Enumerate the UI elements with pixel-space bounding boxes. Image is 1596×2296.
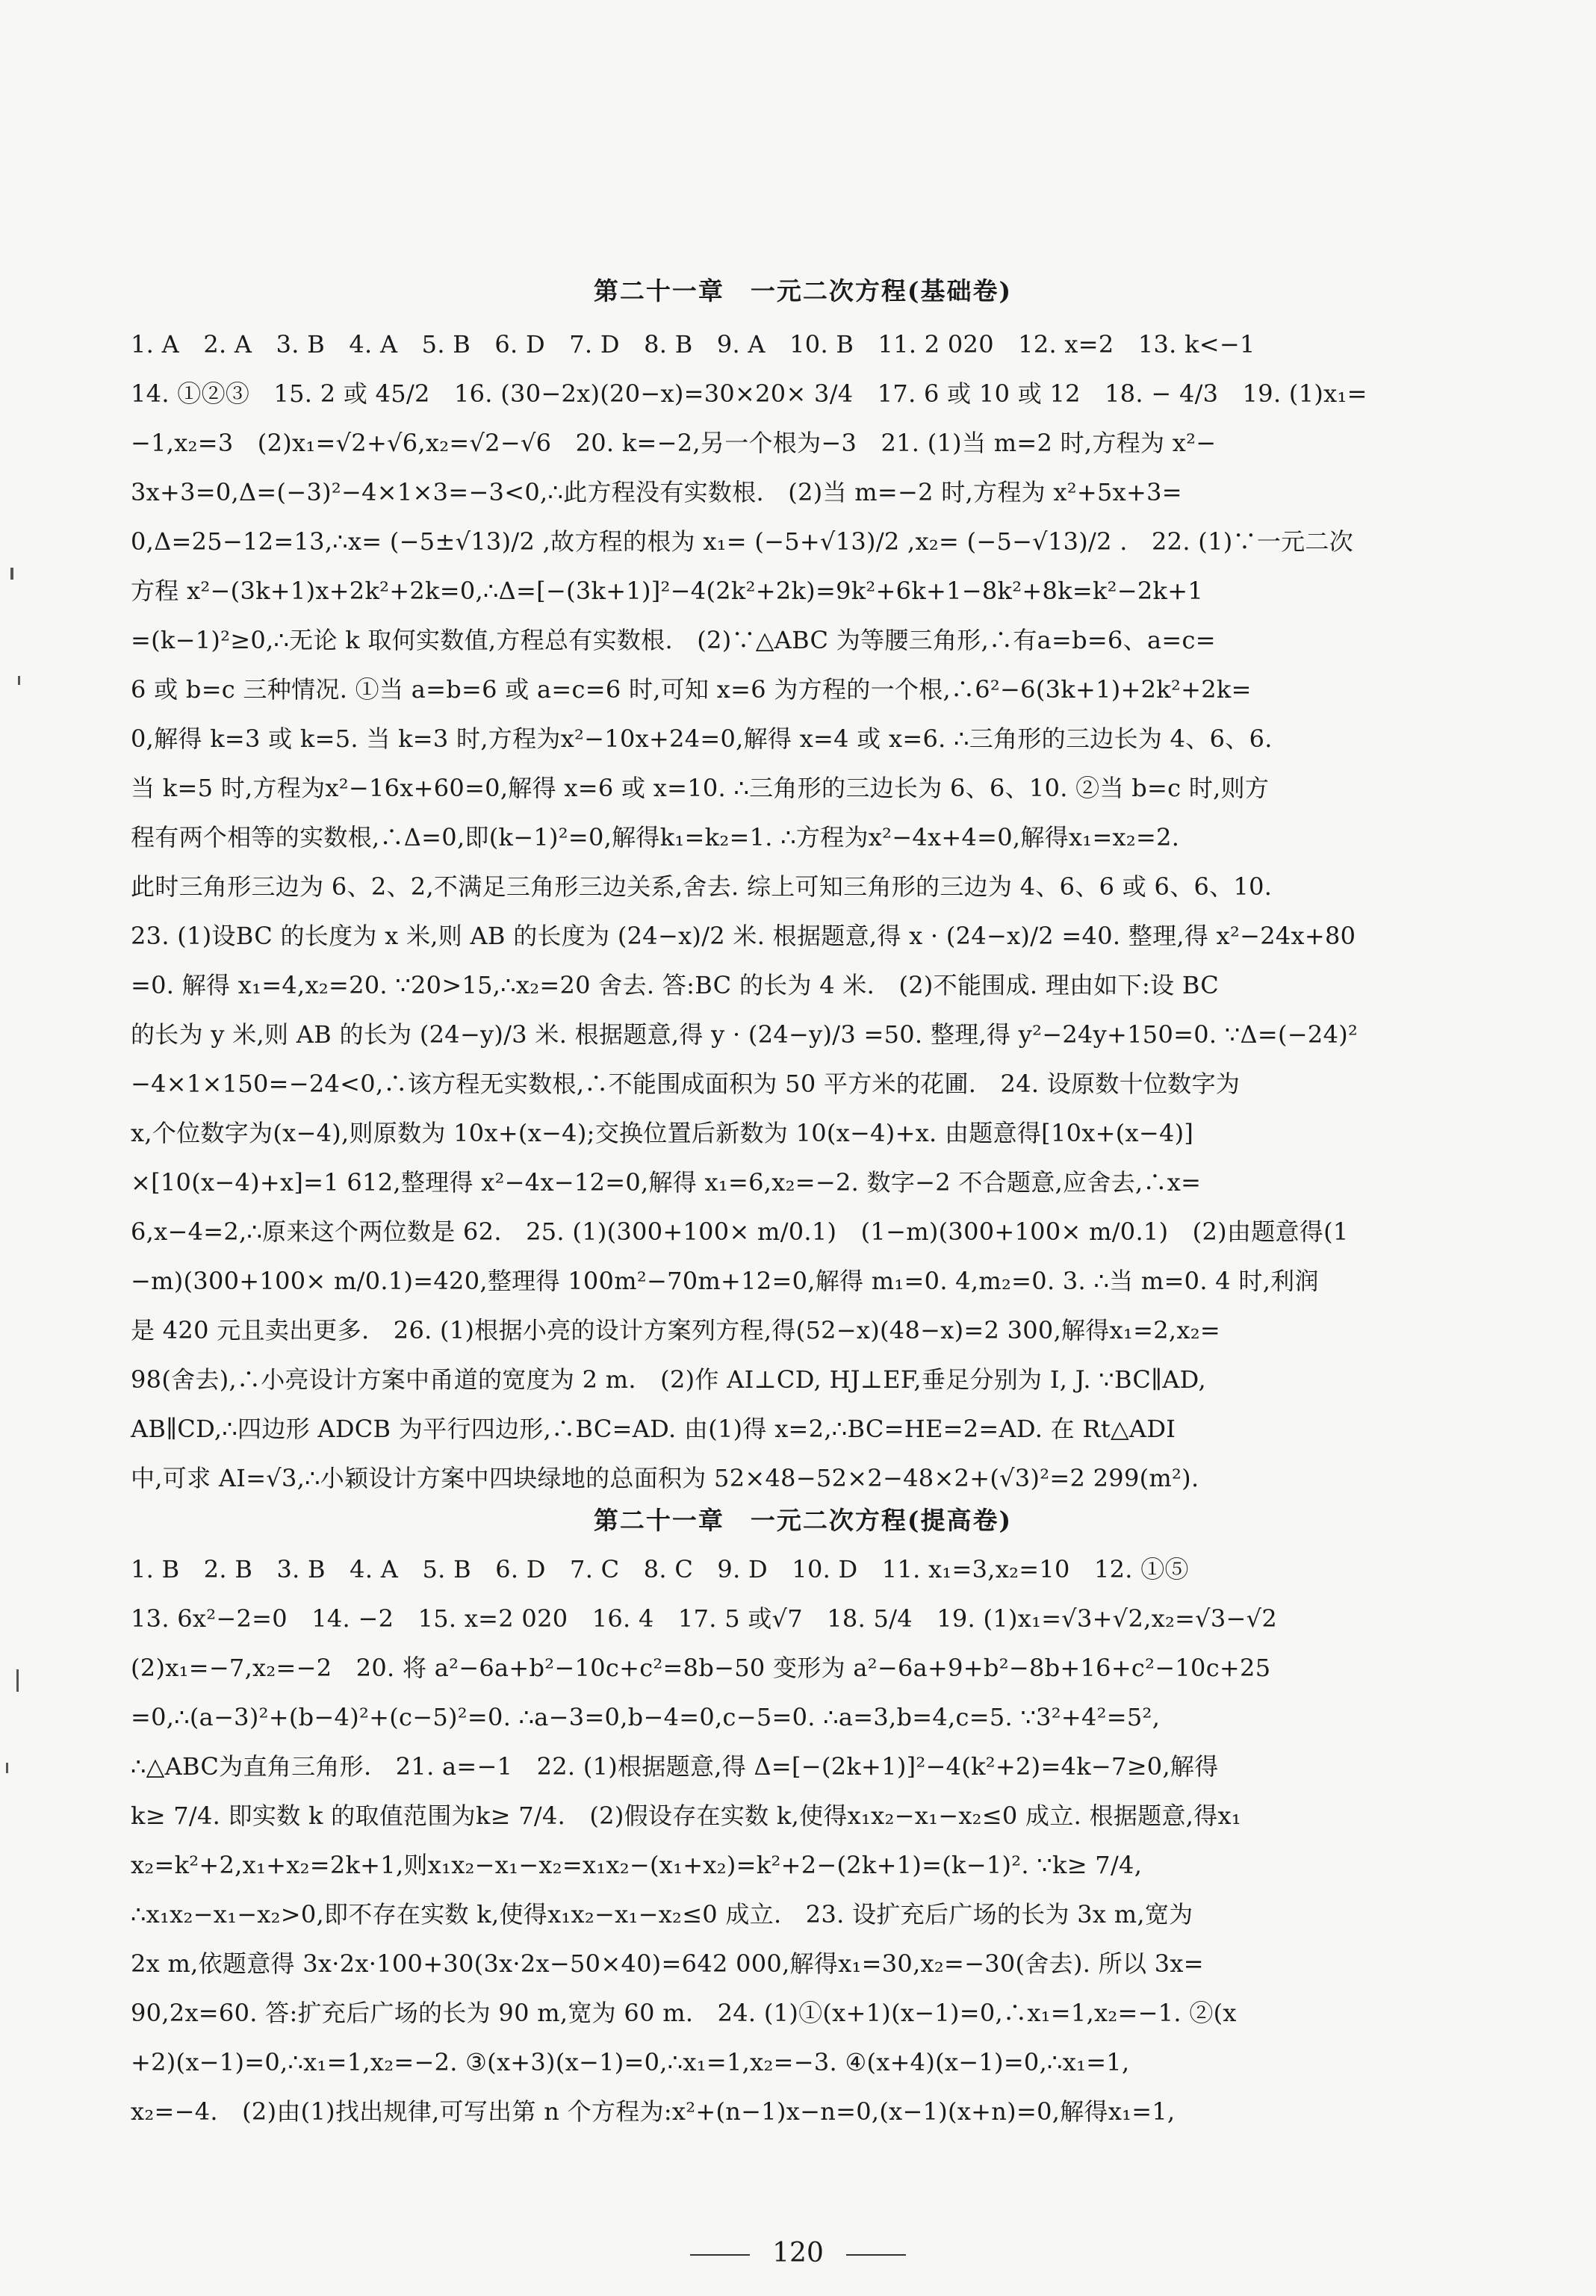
answer-line: 方程 x²−(3k+1)x+2k²+2k=0,∴Δ=[−(3k+1)]²−4(2k²+2k)=9k²+6k+1−8k²+8k=k²−2k+1 xyxy=(131,577,1203,605)
answer-line: =0,∴(a−3)²+(b−4)²+(c−5)²=0. ∴a−3=0,b−4=0,c−5=0. ∴a=3,b=4,c=5. ∵3²+4²=5², xyxy=(131,1703,1161,1731)
answer-line: 6 或 b=c 三种情况. ①当 a=b=6 或 a=c=6 时,可知 x=6 为方程的一个根,∴6²−6(3k+1)+2k²+2k= xyxy=(131,675,1252,704)
answer-line: 的长为 y 米,则 AB 的长为 (24−y)/3 米. 根据题意,得 y · (24−y)/3 =50. 整理,得 y²−24y+150=0. ∵Δ=(−24)² xyxy=(131,1020,1359,1049)
answer-line: −m)(300+100× m/0.1)=420,整理得 100m²−70m+12=0,解得 m₁=0. 4,m₂=0. 3. ∴当 m=0. 4 时,利润 xyxy=(131,1267,1319,1295)
page-number-text: 120 xyxy=(772,2238,824,2268)
page-number xyxy=(0,2238,1596,2268)
answer-line: 98(舍去),∴小亮设计方案中甬道的宽度为 2 m. (2)作 AI⊥CD, HJ⊥EF,垂足分别为 I, J. ∵BC∥AD, xyxy=(131,1365,1206,1394)
answer-line: 14. ①②③ 15. 2 或 45/2 16. (30−2x)(20−x)=30×20× 3/4 17. 6 或 10 或 12 18. − 4/3 19. (1)x₁= xyxy=(131,379,1367,408)
answer-line: 此时三角形三边为 6、2、2,不满足三角形三边关系,舍去. 综上可知三角形的三边为 4、6、6 或 6、6、10. xyxy=(131,872,1273,901)
binding-mark xyxy=(16,1669,19,1692)
answer-line: AB∥CD,∴四边形 ADCB 为平行四边形,∴BC=AD. 由(1)得 x=2,∴BC=HE=2=AD. 在 Rt△ADI xyxy=(131,1415,1176,1443)
answer-line: x,个位数字为(x−4),则原数为 10x+(x−4);交换位置后新数为 10(x−4)+x. 由题意得[10x+(x−4)] xyxy=(131,1119,1194,1147)
answer-line: 当 k=5 时,方程为x²−16x+60=0,解得 x=6 或 x=10. ∴三角形的三边长为 6、6、10. ②当 b=c 时,则方 xyxy=(131,774,1270,802)
section-title: 第二十一章 一元二次方程(提高卷) xyxy=(593,1506,1013,1535)
answer-line: 0,Δ=25−12=13,∴x= (−5±√13)/2 ,故方程的根为 x₁= (−5+√13)/2 ,x₂= (−5−√13)/2 . 22. (1)∵一元二次 xyxy=(131,527,1354,556)
answer-line: 中,可求 AI=√3,∴小颖设计方案中四块绿地的总面积为 52×48−52×2−48×2+(√3)²=2 299(m²). xyxy=(131,1464,1199,1492)
answer-line: −1,x₂=3 (2)x₁=√2+√6,x₂=√2−√6 20. k=−2,另一个根为−3 21. (1)当 m=2 时,方程为 x²− xyxy=(131,429,1217,457)
answer-line: (2)x₁=−7,x₂=−2 20. 将 a²−6a+b²−10c+c²=8b−50 变形为 a²−6a+9+b²−8b+16+c²−10c+25 xyxy=(131,1654,1271,1682)
answer-line: =0. 解得 x₁=4,x₂=20. ∵20>15,∴x₂=20 舍去. 答:BC 的长为 4 米. (2)不能围成. 理由如下:设 BC xyxy=(131,971,1220,999)
answer-line: 23. (1)设BC 的长度为 x 米,则 AB 的长度为 (24−x)/2 米. 根据题意,得 x · (24−x)/2 =40. 整理,得 x²−24x+80 xyxy=(131,922,1356,950)
answer-line: k≥ 7/4. 即实数 k 的取值范围为k≥ 7/4. (2)假设存在实数 k,使得x₁x₂−x₁−x₂≤0 成立. 根据题意,得x₁ xyxy=(131,1802,1242,1830)
answer-line: 是 420 元且卖出更多. 26. (1)根据小亮的设计方案列方程,得(52−x)(48−x)=2 300,解得x₁=2,x₂= xyxy=(131,1316,1220,1344)
answer-line: ×[10(x−4)+x]=1 612,整理得 x²−4x−12=0,解得 x₁=6,x₂=−2. 数字−2 不合题意,应舍去,∴x= xyxy=(131,1168,1202,1197)
answer-line: 程有两个相等的实数根,∴Δ=0,即(k−1)²=0,解得k₁=k₂=1. ∴方程为x²−4x+4=0,解得x₁=x₂=2. xyxy=(131,823,1180,851)
answer-line: 2x m,依题意得 3x·2x·100+30(3x·2x−50×40)=642 000,解得x₁=30,x₂=−30(舍去). 所以 3x= xyxy=(131,1949,1204,1978)
answer-line: +2)(x−1)=0,∴x₁=1,x₂=−2. ③(x+3)(x−1)=0,∴x₁=1,x₂=−3. ④(x+4)(x−1)=0,∴x₁=1, xyxy=(131,2048,1130,2076)
section-basic xyxy=(131,270,1475,1503)
section-advanced xyxy=(131,1500,1475,2136)
binding-mark xyxy=(18,676,20,685)
page-number-dash xyxy=(846,2254,906,2256)
answer-line: 6,x−4=2,∴原来这个两位数是 62. 25. (1)(300+100× m/0.1) (1−m)(300+100× m/0.1) (2)由题意得(1 xyxy=(131,1217,1349,1246)
answer-line: =(k−1)²≥0,∴无论 k 取何实数值,方程总有实数根. (2)∵△ABC 为等腰三角形,∴有a=b=6、a=c= xyxy=(131,626,1216,654)
answer-line: 90,2x=60. 答:扩充后广场的长为 90 m,宽为 60 m. 24. (1)①(x+1)(x−1)=0,∴x₁=1,x₂=−1. ②(x xyxy=(131,1999,1237,2027)
binding-mark xyxy=(10,568,13,580)
answer-line: ∴△ABC为直角三角形. 21. a=−1 22. (1)根据题意,得 Δ=[−(2k+1)]²−4(k²+2)=4k−7≥0,解得 xyxy=(131,1752,1219,1781)
answer-line: 3x+3=0,Δ=(−3)²−4×1×3=−3<0,∴此方程没有实数根. (2)当 m=−2 时,方程为 x²+5x+3= xyxy=(131,478,1182,506)
answer-line: ∴x₁x₂−x₁−x₂>0,即不存在实数 k,使得x₁x₂−x₁−x₂≤0 成立. 23. 设扩充后广场的长为 3x m,宽为 xyxy=(131,1900,1193,1929)
answer-line: 1. B 2. B 3. B 4. A 5. B 6. D 7. C 8. C 9. D 10. D 11. x₁=3,x₂=10 12. ①⑤ xyxy=(131,1555,1189,1583)
answer-line: 13. 6x²−2=0 14. −2 15. x=2 020 16. 4 17. 5 或√7 18. 5/4 19. (1)x₁=√3+√2,x₂=√3−√2 xyxy=(131,1604,1277,1633)
page-number-dash xyxy=(690,2254,750,2256)
answer-line: x₂=k²+2,x₁+x₂=2k+1,则x₁x₂−x₁−x₂=x₁x₂−(x₁+x₂)=k²+2−(2k+1)=(k−1)². ∵k≥ 7/4, xyxy=(131,1851,1143,1879)
section-title: 第二十一章 一元二次方程(基础卷) xyxy=(593,276,1013,305)
answer-line: 0,解得 k=3 或 k=5. 当 k=3 时,方程为x²−10x+24=0,解得 x=4 或 x=6. ∴三角形的三边长为 4、6、6. xyxy=(131,725,1273,753)
answer-line: −4×1×150=−24<0,∴该方程无实数根,∴不能围成面积为 50 平方米的花圃. 24. 设原数十位数字为 xyxy=(131,1070,1241,1098)
answer-line: 1. A 2. A 3. B 4. A 5. B 6. D 7. D 8. B 9. A 10. B 11. 2 020 12. x=2 13. k<−1 xyxy=(131,330,1255,359)
answer-line: x₂=−4. (2)由(1)找出规律,可写出第 n 个方程为:x²+(n−1)x−n=0,(x−1)(x+n)=0,解得x₁=1, xyxy=(131,2097,1176,2126)
binding-mark xyxy=(6,1763,8,1773)
